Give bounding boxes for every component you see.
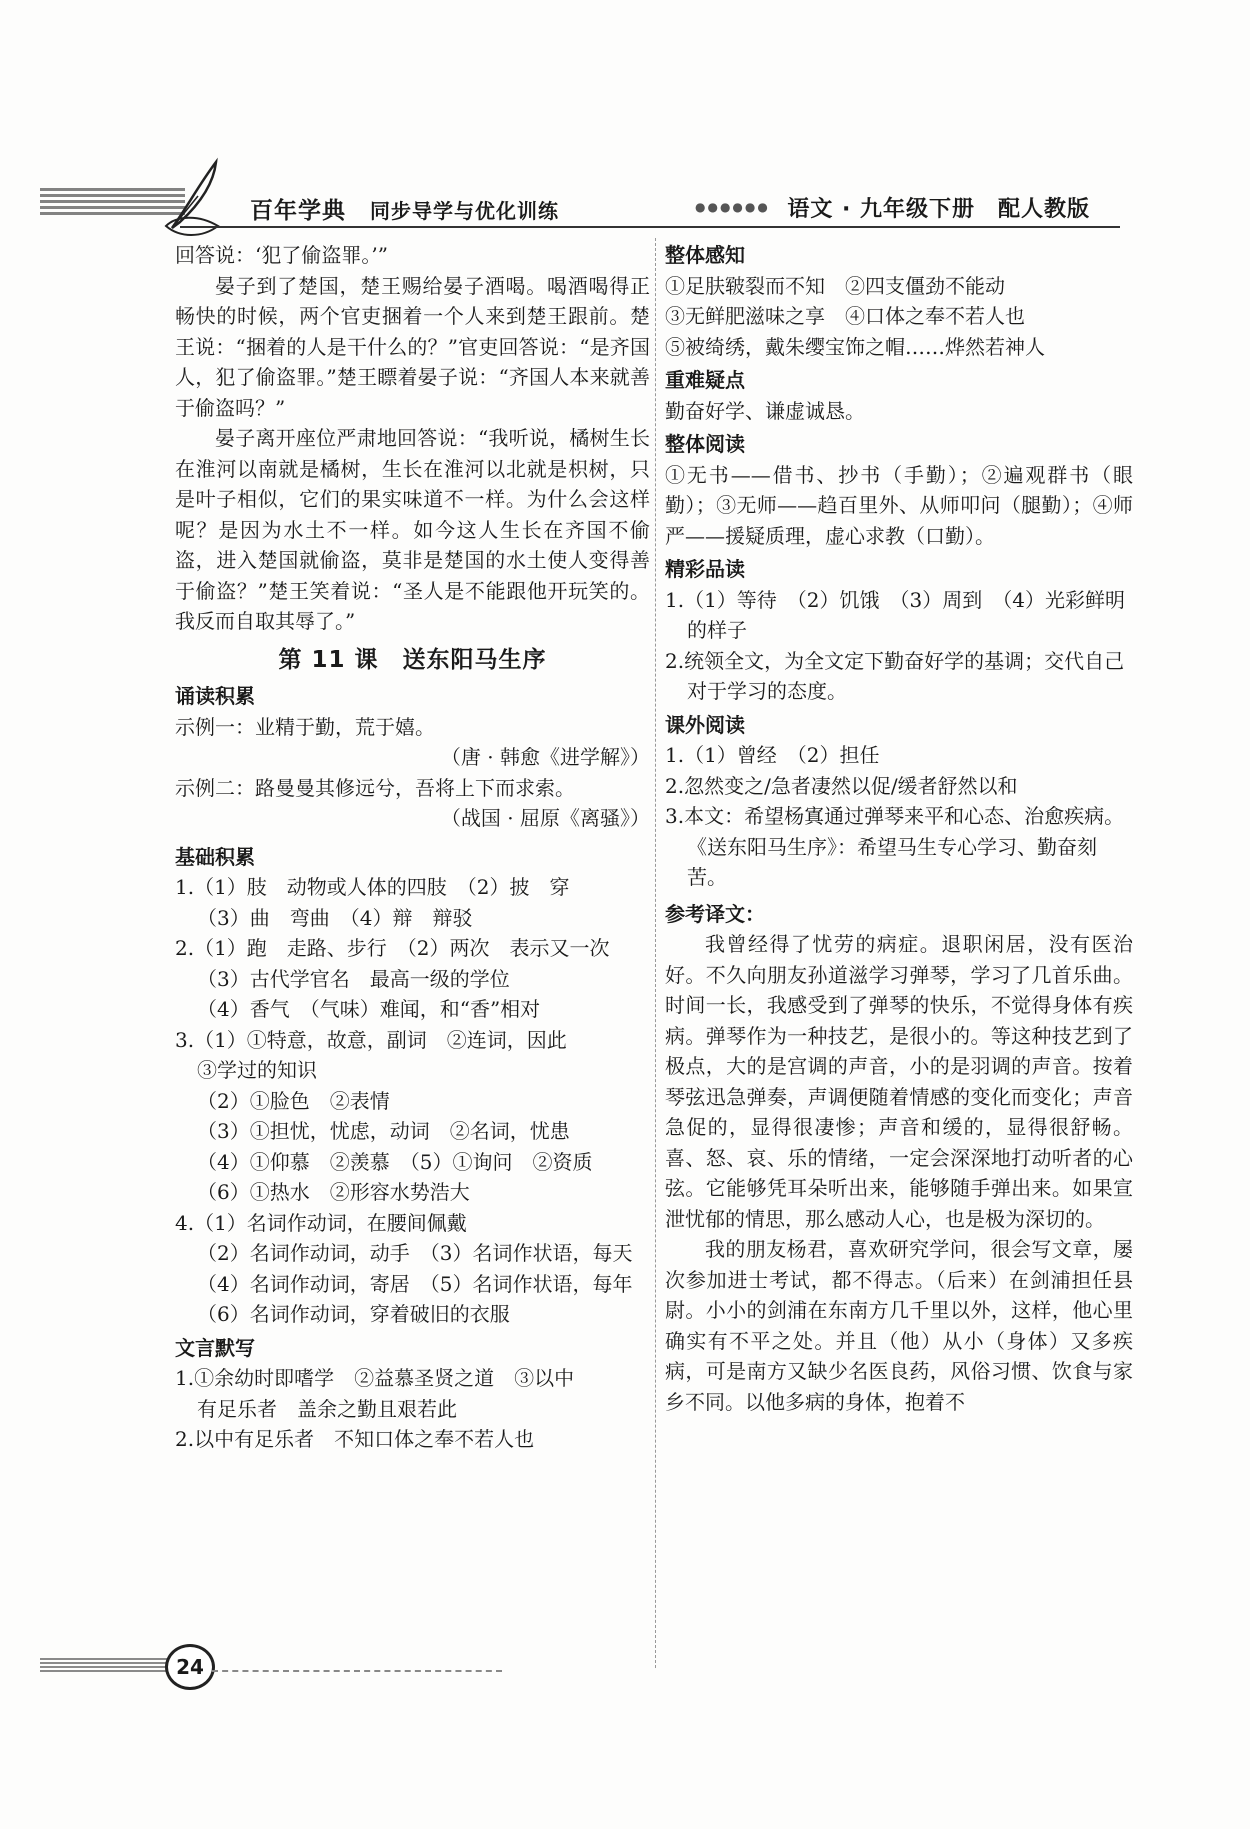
section-heading-overall: 整体感知 [665,243,745,267]
section-heading-extra: 课外阅读 [665,712,745,737]
answer-line: （4）①仰慕 ②羡慕 （5）①询问 ②资质 [197,1149,593,1174]
answer-line: 1.（1）肢 动物或人体的四肢 （2）披 穿 [175,875,570,899]
series-subtitle: 同步导学与优化训练 [370,199,559,223]
recite-example-1: 示例一：业精于勤，荒于嬉。 [175,714,435,739]
column-divider [655,238,656,1668]
header-rule [180,226,1120,228]
answer-line: 2.忽然变之/急者凄然以促/缓者舒然以和 [665,773,1018,798]
answer-line: ①足肤皲裂而不知 ②四支僵劲不能动 [665,273,1005,298]
answer-line: 1.（1）等待 （2）饥饿 （3）周到 （4）光彩鲜明的样子 [665,587,1125,642]
recite-source-1: （唐 · 韩愈《进学解》） [440,745,650,769]
recite-source-2: （战国 · 屈原《离骚》） [440,806,650,830]
answer-line: 4.（1）名词作动词，在腰间佩戴 [175,1210,467,1235]
answer-paragraph: ①无书——借书、抄书（手勤）；②遍观群书（眼勤）；③无师——趋百里外、从师叩问（腿勤）；④师严——援疑质理，虚心求教（口勤）。 [665,462,1133,548]
story-paragraph: 晏子离开座位严肃地回答说：“我听说，橘树生长在淮河以南就是橘树，生长在淮河以北就是枳树，只是叶子相似，它们的果实味道不一样。为什么会这样呢？是因为水土不一样。如今这人生长在齐国不偷盗，进入楚国就偷盗，莫非是楚国的水土使人变得善于偷盗？”楚王笑着说：“圣人是不能跟他开玩笑的。我反而自取其辱了。” [175,426,650,633]
answer-line: （4）香气 （气味）难闻，和“香”相对 [197,997,541,1021]
answer-line: 1.①余幼时即嗜学 ②益慕圣贤之道 ③以中 [175,1366,575,1390]
translation-paragraph: 我曾经得了忧劳的病症。退职闲居，没有医治好。不久向朋友孙道滋学习弹琴，学习了几首乐曲。时间一长，我感受到了弹琴的快乐，不觉得身体有疾病。弹琴作为一种技艺，是很小的。等这种技艺到了极点，大的是宫调的声音，小的是羽调的声音。按着琴弦迅急弹奏，声调便随着情感的变化而变化；声音急促的，显得很凄惨；声音和缓的，显得很舒畅。喜、怒、哀、乐的情绪，一定会深深地打动听者的心弦。它能够凭耳朵听出来，能够随手弹出来。如果宣泄忧郁的情思，那么感动人心，也是极为深切的。 [665,932,1133,1231]
translation-paragraph: 我的朋友杨君，喜欢研究学问，很会写文章，屡次参加进士考试，都不得志。（后来）在剑浦担任县尉。小小的剑浦在东南方几千里以外，这样，他心里确实有不平之处。并且（他）从小（身体）又多疾病，可是南方又缺少名医良药，风俗习惯、饮食与家乡不同。以他多病的身体，抱着不 [665,1237,1133,1414]
answer-line: 1.（1）曾经 （2）担任 [665,743,880,767]
answer-line: 有足乐者 盖余之勤且艰若此 [197,1396,457,1421]
section-heading-dictation: 文言默写 [175,1335,255,1360]
section-heading-basic: 基础积累 [175,844,255,869]
answer-line: （3）曲 弯曲 （4）辩 辩驳 [197,905,473,930]
answer-line: （2）①脸色 ②表情 [197,1088,390,1113]
footer-rule [212,1670,502,1672]
answer-line: 3.本文：希望杨寘通过弹琴来平和心态、治愈疾病。《送东阳马生序》：希望马生专心学习、勤奋刻苦。 [665,804,1125,889]
section-heading-key: 重难疑点 [665,368,745,392]
answer-line: （3）古代学官名 最高一级的学位 [197,966,510,991]
section-heading-reading: 整体阅读 [665,432,745,456]
answer-line: 3.（1）①特意，故意，副词 ②连词，因此 [175,1027,567,1052]
answer-line: ③学过的知识 [197,1058,317,1082]
answer-line: ⑤被绮绣，戴朱缨宝饰之帽……烨然若神人 [665,334,1045,359]
section-heading-recite: 诵读积累 [175,684,255,708]
feather-quill-icon [158,156,238,236]
answer-line: （6）①热水 ②形容水势浩大 [197,1180,470,1204]
answer-line: （4）名词作动词，寄居 （5）名词作状语，每年 [197,1271,633,1296]
footer-stripes [40,1658,170,1674]
answer-line: 勤奋好学、谦虚诚恳。 [665,398,865,423]
answer-line: ③无鲜肥滋味之享 ④口体之奉不若人也 [665,304,1025,328]
right-column [665,240,1133,1417]
story-paragraph: 晏子到了楚国，楚王赐给晏子酒喝。喝酒喝得正畅快的时候，两个官吏捆着一个人来到楚王跟前。楚王说：“捆着的人是干什么的？”官吏回答说：“是齐国人，犯了偷盗罪。”楚王瞟着晏子说：“齐国人本来就善于偷盗吗？” [175,273,650,420]
lesson-title: 第 11 课 送东阳马生序 [278,646,547,673]
answer-line: （3）①担忧，忧虑，动词 ②名词，忧患 [197,1119,570,1143]
section-heading-translation: 参考译文： [665,901,765,926]
answer-line: （2）名词作动词，动手 （3）名词作状语，每天 [197,1241,633,1265]
answer-line: 2.（1）跑 走路、步行 （2）两次 表示又一次 [175,936,610,960]
answer-line: 2.以中有足乐者 不知口体之奉不若人也 [175,1427,535,1451]
story-line: 回答说：‘犯了偷盗罪。’” [175,243,388,267]
series-title: 百年学典 [250,198,346,224]
left-column [175,240,650,1455]
section-heading-appreciate: 精彩品读 [665,557,745,581]
subject-label: 语文 · 九年级下册 配人教版 [787,197,1090,222]
recite-example-2: 示例二：路曼曼其修远兮，吾将上下而求索。 [175,775,575,800]
header-dots: ●●●●●● [695,200,770,214]
page-header [40,150,1120,230]
page-number: 24 [165,1644,215,1690]
page-footer [40,1640,540,1690]
answer-line: （6）名词作动词，穿着破旧的衣服 [197,1302,510,1326]
answer-line: 2.统领全文，为全文定下勤奋好学的基调；交代自己对于学习的态度。 [665,648,1125,703]
